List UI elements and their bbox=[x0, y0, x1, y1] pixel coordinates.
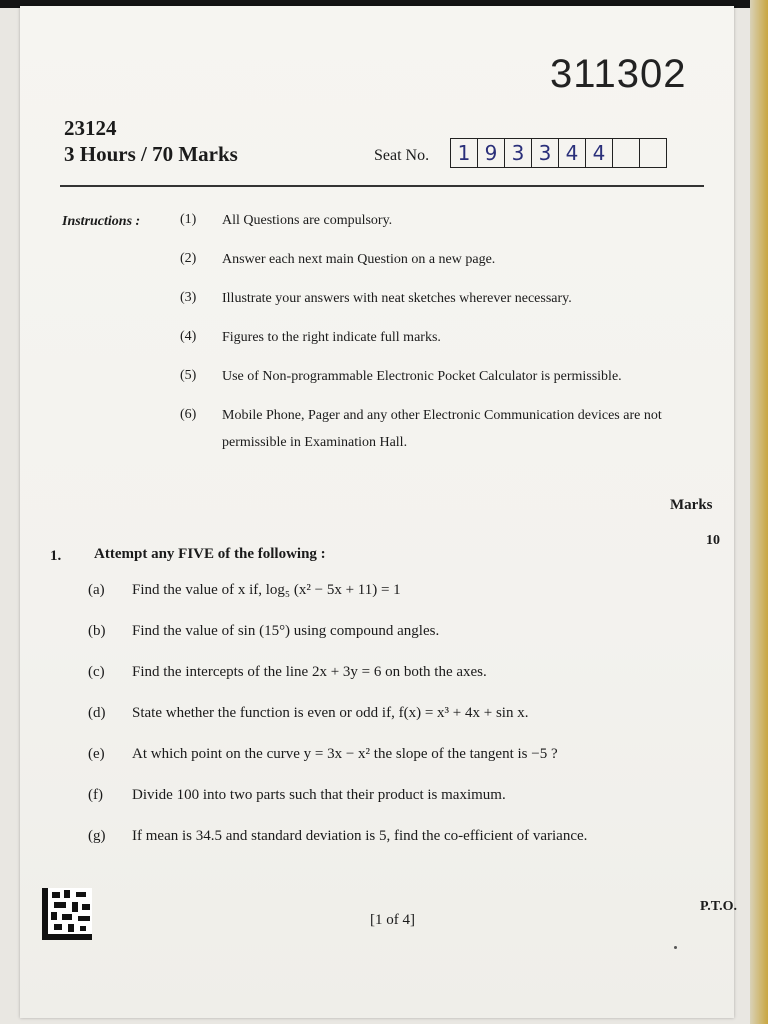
question-parts bbox=[88, 582, 708, 869]
instruction-text: Answer each next main Question on a new page. bbox=[222, 252, 496, 267]
photo-right-edge bbox=[750, 0, 768, 1024]
instructions-label: Instructions : bbox=[62, 214, 141, 229]
part-letter: (f) bbox=[88, 787, 103, 803]
part-text: Divide 100 into two parts such that their product is maximum. bbox=[132, 787, 506, 803]
instruction-item bbox=[180, 290, 720, 312]
ink-speck bbox=[674, 946, 677, 949]
instruction-number: (1) bbox=[180, 212, 197, 227]
page-number: [1 of 4] bbox=[370, 912, 415, 928]
part-letter: (e) bbox=[88, 746, 105, 762]
instruction-text: Illustrate your answers with neat sketches wherever necessary. bbox=[222, 291, 572, 306]
paper-code: 311302 bbox=[550, 52, 687, 96]
question-part bbox=[88, 664, 708, 705]
seat-digit-box: 1 bbox=[451, 139, 478, 167]
seat-digit-box: 4 bbox=[586, 139, 613, 167]
question-part bbox=[88, 746, 708, 787]
part-text: Find the intercepts of the line 2x + 3y = 6 on both the axes. bbox=[132, 664, 487, 680]
part-letter: (a) bbox=[88, 582, 105, 598]
part-text: Find the value of x if, log₅ (x² − 5x + 11) = 1 bbox=[132, 582, 401, 598]
instruction-text: All Questions are compulsory. bbox=[222, 213, 393, 228]
question-part bbox=[88, 582, 708, 623]
instruction-number: (4) bbox=[180, 329, 197, 344]
part-text: State whether the function is even or odd if, f(x) = x³ + 4x + sin x. bbox=[132, 705, 529, 721]
part-text: If mean is 34.5 and standard deviation is 5, find the co-efficient of variance. bbox=[132, 828, 588, 844]
instruction-item bbox=[180, 329, 720, 351]
seat-number-boxes bbox=[450, 138, 667, 168]
seat-digit-box: 3 bbox=[532, 139, 559, 167]
part-letter: (d) bbox=[88, 705, 106, 721]
question-marks: 10 bbox=[706, 533, 720, 548]
part-letter: (b) bbox=[88, 623, 106, 639]
part-text: Find the value of sin (15°) using compound angles. bbox=[132, 623, 440, 639]
instruction-text: Mobile Phone, Pager and any other Electronic Communication devices are not permissible in Examination Hall. bbox=[222, 408, 662, 450]
data-matrix-code-icon bbox=[42, 888, 92, 940]
header-divider bbox=[60, 185, 704, 187]
seat-digit-box bbox=[613, 139, 640, 167]
instruction-number: (2) bbox=[180, 251, 197, 266]
instruction-number: (5) bbox=[180, 368, 197, 383]
instruction-item bbox=[180, 407, 720, 456]
question-title: Attempt any FIVE of the following : bbox=[94, 546, 326, 562]
subject-code: 23124 bbox=[64, 116, 117, 140]
seat-digit-box: 3 bbox=[505, 139, 532, 167]
seat-number-label: Seat No. bbox=[374, 147, 430, 164]
part-letter: (c) bbox=[88, 664, 105, 680]
instruction-item bbox=[180, 251, 720, 273]
question-part bbox=[88, 623, 708, 664]
instruction-number: (3) bbox=[180, 290, 197, 305]
instruction-item bbox=[180, 212, 720, 234]
part-text: At which point on the curve y = 3x − x² the slope of the tangent is −5 ? bbox=[132, 746, 558, 762]
instruction-text: Figures to the right indicate full marks. bbox=[222, 330, 441, 345]
instruction-number: (6) bbox=[180, 407, 197, 422]
seat-digit-box: 4 bbox=[559, 139, 586, 167]
part-letter: (g) bbox=[88, 828, 106, 844]
instruction-text: Use of Non-programmable Electronic Pocket Calculator is permissible. bbox=[222, 369, 622, 384]
question-part bbox=[88, 705, 708, 746]
exam-paper-page bbox=[20, 6, 737, 1018]
seat-digit-box bbox=[640, 139, 666, 167]
pto-label: P.T.O. bbox=[700, 899, 737, 914]
question-part bbox=[88, 828, 708, 869]
instruction-item bbox=[180, 368, 720, 390]
instructions-list bbox=[180, 212, 720, 473]
marks-column-heading: Marks bbox=[670, 497, 713, 513]
question-number: 1. bbox=[50, 548, 62, 564]
duration-marks: 3 Hours / 70 Marks bbox=[64, 142, 238, 166]
seat-digit-box: 9 bbox=[478, 139, 505, 167]
question-part bbox=[88, 787, 708, 828]
